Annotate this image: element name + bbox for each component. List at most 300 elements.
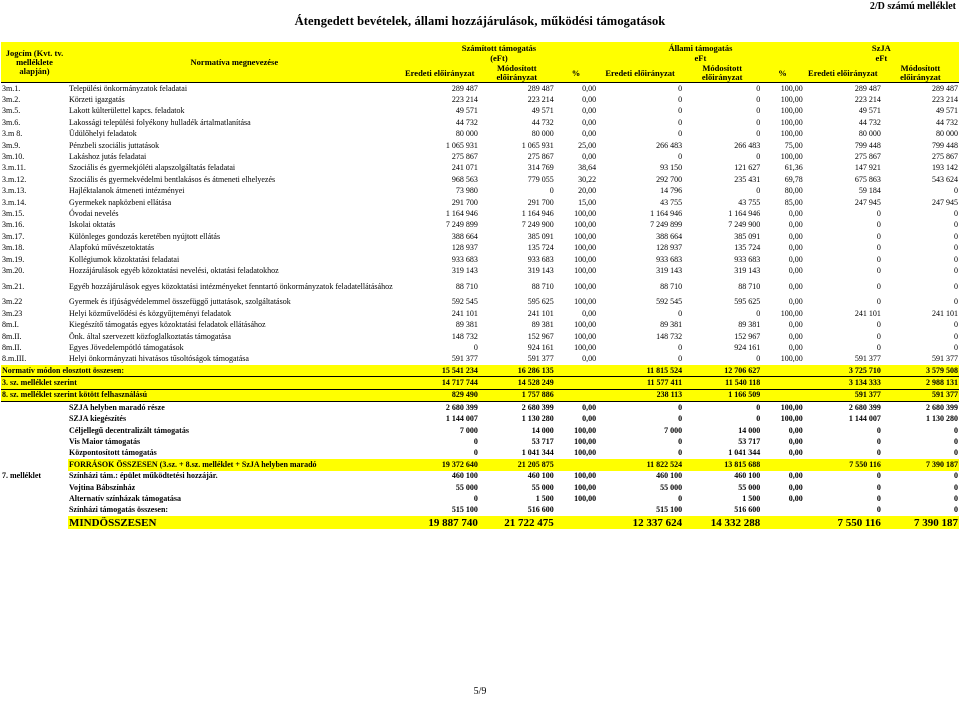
- cell-szja-eredeti: 3 725 710: [804, 365, 882, 377]
- cell-code: 3.m 8.: [2, 129, 23, 139]
- cell-name: Központosított támogatás: [68, 448, 157, 458]
- cell-allami-pct: 0,00: [788, 297, 803, 307]
- cell-name: Iskolai oktatás: [68, 220, 116, 230]
- cell-allami-pct: 0,00: [788, 471, 803, 481]
- cell-szja-modositott: 0: [954, 208, 958, 218]
- cell-code: [1, 414, 68, 425]
- cell-code: [1, 402, 68, 414]
- cell-szamitott-pct: 100,00: [574, 231, 597, 241]
- cell-allami-modositott: 152 967: [734, 331, 761, 341]
- cell-name: Különleges gondozás keretében nyújtott ellátás: [68, 231, 221, 241]
- cell-code: 3m.9.: [2, 140, 21, 150]
- cell-name: Lakáshoz jutás feladatai: [68, 152, 147, 162]
- cell-allami-modositott: 0: [756, 129, 761, 139]
- cell-szamitott-pct: 25,00: [578, 140, 597, 150]
- cell-allami-eredeti: 0: [678, 106, 683, 116]
- cell-szamitott-modositott: 7 249 900: [521, 220, 554, 230]
- cell-szja-modositott: 193 142: [932, 163, 958, 173]
- cell-szamitott-modositott: 933 683: [527, 254, 554, 264]
- cell-allami-pct: 0,00: [788, 220, 803, 230]
- cell-szja-eredeti: 591 377: [854, 354, 881, 364]
- cell-name: Óvodai nevelés: [68, 208, 119, 218]
- cell-szamitott-pct: [555, 516, 597, 529]
- cell-szja-eredeti: 7 550 116: [804, 459, 882, 470]
- cell-szamitott-pct: 100,00: [574, 243, 597, 253]
- sum-8sz-label: 8. sz. melléklet szerint kötött felhasználású: [1, 389, 401, 401]
- cell-szamitott-pct: 0,00: [582, 129, 597, 139]
- cell-szamitott-pct: 100,00: [574, 448, 597, 458]
- cell-allami-modositott: 0: [683, 83, 761, 95]
- cell-allami-eredeti: 88 710: [660, 281, 683, 291]
- cell-allami-eredeti: 43 755: [660, 197, 683, 207]
- header-szja: SzJA eFt: [804, 42, 959, 64]
- cell-allami-eredeti: 7 000: [664, 425, 683, 435]
- cell-allami-modositott: 516 600: [734, 505, 761, 515]
- cell-szamitott-eredeti: 591 377: [451, 354, 478, 364]
- cell-szamitott-modositott: 591 377: [527, 354, 554, 364]
- cell-szamitott-modositott: 223 214: [527, 95, 554, 105]
- cell-allami-modositott: 121 627: [734, 163, 761, 173]
- cell-szja-eredeti: 0: [876, 425, 881, 435]
- cell-code: [1, 425, 68, 436]
- cell-allami-pct: 75,00: [784, 140, 803, 150]
- cell-szamitott-modositott: 88 710: [531, 281, 554, 291]
- cell-szja-eredeti: 0: [876, 448, 881, 458]
- table-row: [1, 117, 959, 128]
- cell-szamitott-pct: 100,00: [574, 281, 597, 291]
- cell-szja-modositott: 80 000: [936, 129, 958, 139]
- cell-allami-modositott: 924 161: [734, 342, 761, 352]
- cell-szamitott-modositott: 241 101: [527, 308, 554, 318]
- table-row: [1, 308, 959, 319]
- cell-szamitott-eredeti: 515 100: [451, 505, 478, 515]
- cell-szamitott-eredeti: 460 100: [451, 471, 478, 481]
- cell-code: 8m.II.: [2, 331, 22, 341]
- cell-allami-eredeti: 0: [678, 493, 683, 503]
- cell-szamitott-modositott: 1 164 946: [521, 208, 554, 218]
- cell-szamitott-eredeti: 7 249 899: [445, 220, 478, 230]
- cell-szamitott-pct: 38,64: [578, 163, 597, 173]
- cell-name: Alternatív színházak támogatása: [68, 493, 181, 503]
- cell-allami-pct: 100,00: [780, 117, 803, 127]
- m7-row: [1, 482, 959, 493]
- cell-szamitott-pct: 100,00: [574, 320, 597, 330]
- cell-allami-modositott: 7 249 900: [728, 220, 761, 230]
- cell-szamitott-pct: 100,00: [574, 471, 597, 481]
- cell-allami-modositott: 0: [756, 117, 761, 127]
- cell-code: 8m.II.: [2, 342, 22, 352]
- cell-szamitott-modositott: 44 732: [531, 117, 554, 127]
- cell-allami-modositott: 88 710: [738, 281, 761, 291]
- cell-szamitott-pct: 0,00: [582, 414, 597, 424]
- cell-allami-modositott: 460 100: [734, 471, 761, 481]
- cell-allami-pct: 69,78: [784, 174, 803, 184]
- cell-szamitott-modositott: 516 600: [527, 505, 554, 515]
- cell-code: 3m.5.: [2, 106, 21, 116]
- cell-szja-modositott: 247 945: [932, 197, 958, 207]
- cell-szja-eredeti: 0: [876, 342, 881, 352]
- cell-szja-eredeti: 0: [876, 220, 881, 230]
- cell-name: Egyes Jövedelempótló támogatások: [68, 342, 184, 352]
- cell-allami-eredeti: 11 577 411: [597, 377, 683, 389]
- cell-code: 3m.16.: [2, 220, 25, 230]
- cell-code: 3.m.14.: [2, 197, 27, 207]
- cell-allami-pct: [761, 365, 803, 377]
- cell-szamitott-eredeti: 73 980: [455, 186, 478, 196]
- cell-szamitott-modositott: 1 500: [535, 493, 554, 503]
- cell-allami-pct: 100,00: [780, 308, 803, 318]
- cell-szamitott-eredeti: 829 490: [401, 389, 479, 401]
- cell-szja-modositott: 0: [954, 265, 958, 275]
- cell-allami-eredeti: 460 100: [656, 471, 683, 481]
- cell-name: Önk. által szervezett közfoglalkoztatás támogatása: [68, 331, 231, 341]
- cell-allami-eredeti: 0: [597, 83, 683, 95]
- cell-szamitott-modositott: 89 381: [531, 320, 554, 330]
- cell-szja-modositott: 241 101: [932, 308, 958, 318]
- cell-allami-eredeti: 515 100: [656, 505, 683, 515]
- cell-code: 3m.22: [2, 297, 23, 307]
- cell-szja-eredeti: 241 101: [854, 308, 881, 318]
- sum-3sz-label: 3. sz. melléklet szerint: [1, 377, 401, 389]
- table-row: [1, 129, 959, 140]
- cell-szamitott-pct: [555, 459, 597, 470]
- cell-allami-pct: 0,00: [788, 281, 803, 291]
- header-eredeti-szja: Eredeti előirányzat: [804, 64, 882, 83]
- cell-szamitott-eredeti: 49 571: [455, 106, 478, 116]
- cell-code: [1, 448, 68, 459]
- table-row: [1, 254, 959, 265]
- header-jogcim: Jogcím (Kvt. tv. melléklete alapján): [1, 42, 68, 83]
- cell-allami-eredeti: 1 164 946: [650, 208, 683, 218]
- cell-szamitott-modositott: 0: [549, 186, 554, 196]
- table-row: [1, 231, 959, 242]
- cell-code: 8.m.III.: [2, 354, 27, 364]
- header-pct: %: [555, 64, 597, 83]
- cell-szja-modositott: 275 867: [932, 152, 958, 162]
- cell-allami-modositott: 319 143: [734, 265, 761, 275]
- cell-name: Települési önkormányzatok feladatai: [68, 83, 401, 95]
- cell-szja-eredeti: 0: [876, 471, 881, 481]
- cell-allami-modositott: 14 000: [738, 425, 761, 435]
- cell-szja-eredeti: 0: [876, 320, 881, 330]
- cell-szamitott-modositott: 1 065 931: [521, 140, 554, 150]
- cell-szamitott-modositott: 80 000: [531, 129, 554, 139]
- cell-allami-pct: 100,00: [780, 106, 803, 116]
- budget-table: [1, 42, 959, 529]
- cell-allami-pct: [761, 389, 803, 401]
- cell-szja-eredeti: 0: [876, 265, 881, 275]
- cell-szamitott-pct: 100,00: [574, 254, 597, 264]
- cell-allami-eredeti: 12 337 624: [597, 516, 683, 529]
- cell-szja-modositott: 0: [954, 243, 958, 253]
- cell-allami-pct: 0,00: [788, 493, 803, 503]
- cell-szja-modositott: 2 680 399: [926, 402, 958, 412]
- cell-szja-modositott: 2 988 131: [882, 377, 959, 389]
- cell-szamitott-eredeti: 88 710: [455, 281, 478, 291]
- table-row: [1, 106, 959, 117]
- cell-allami-pct: [761, 377, 803, 389]
- cell-szja-modositott: 0: [954, 425, 958, 435]
- page-title: Átengedett bevételek, állami hozzájárulások, működési támogatások: [294, 14, 666, 28]
- cell-allami-pct: 0,00: [788, 425, 803, 435]
- table-row: [1, 94, 959, 105]
- cell-allami-eredeti: 11 822 524: [597, 459, 683, 470]
- cell-szja-eredeti: 0: [876, 297, 881, 307]
- cell-szamitott-modositott: 135 724: [527, 243, 554, 253]
- cell-code: [1, 516, 68, 529]
- cell-szamitott-modositott: 14 000: [531, 425, 554, 435]
- cell-szamitott-pct: 100,00: [574, 437, 597, 447]
- cell-szamitott-pct: 100,00: [574, 265, 597, 275]
- header-eredeti: Eredeti előirányzat: [401, 64, 479, 83]
- cell-allami-modositott: 0: [756, 106, 761, 116]
- cell-szamitott-pct: 0,00: [582, 308, 597, 318]
- cell-allami-pct: 0,00: [788, 265, 803, 275]
- cell-allami-eredeti: 0: [678, 117, 683, 127]
- cell-allami-modositott: 1 041 344: [728, 448, 761, 458]
- cell-szamitott-eredeti: 1 144 007: [445, 414, 478, 424]
- cell-code: 3m.20.: [2, 265, 25, 275]
- cell-code: 3m.18.: [2, 243, 25, 253]
- cell-allami-pct: 0,00: [788, 448, 803, 458]
- cell-allami-modositott: 933 683: [734, 254, 761, 264]
- cell-szamitott-modositott: 924 161: [527, 342, 554, 352]
- cell-szamitott-pct: [555, 377, 597, 389]
- cell-szja-eredeti: 80 000: [858, 129, 881, 139]
- cell-allami-eredeti: 238 113: [597, 389, 683, 401]
- cell-szamitott-pct: 0,00: [582, 152, 597, 162]
- cell-allami-modositott: 14 332 288: [683, 516, 761, 529]
- cell-name: Kiegészítő támogatás egyes közoktatási feladatok ellátásához: [68, 320, 266, 330]
- cell-allami-pct: 0,00: [788, 482, 803, 492]
- cell-allami-eredeti: 292 700: [656, 174, 683, 184]
- cell-allami-eredeti: 319 143: [656, 265, 683, 275]
- cell-szja-eredeti: 247 945: [854, 197, 881, 207]
- cell-allami-eredeti: 0: [678, 402, 683, 412]
- cell-allami-modositott: 0: [756, 186, 761, 196]
- cell-name: SZJA kiegészítés: [68, 414, 127, 424]
- cell-szamitott-modositott: 49 571: [531, 106, 554, 116]
- extra-row: [1, 459, 959, 470]
- cell-szja-eredeti: 275 867: [854, 152, 881, 162]
- cell-szja-eredeti: 44 732: [858, 117, 881, 127]
- header-allami: Állami támogatás eFt: [597, 42, 804, 64]
- cell-code: 8m.I.: [2, 320, 19, 330]
- cell-allami-modositott: 0: [756, 414, 761, 424]
- cell-szamitott-eredeti: 128 937: [451, 243, 478, 253]
- cell-allami-eredeti: 14 796: [660, 186, 683, 196]
- cell-szja-eredeti: 3 134 333: [804, 377, 882, 389]
- cell-code: 3m.17.: [2, 231, 25, 241]
- cell-szamitott-eredeti: 223 214: [451, 95, 478, 105]
- cell-szamitott-pct: 100,00: [574, 482, 597, 492]
- cell-szja-modositott: 591 377: [932, 354, 958, 364]
- cell-code: [1, 482, 68, 493]
- cell-szamitott-eredeti: 388 664: [451, 231, 478, 241]
- cell-name: Szociális és gyermekvédelmi bentlakásos és átmeneti elhelyezés: [68, 174, 276, 184]
- cell-name: Hajléktalanok átmeneti intézményei: [68, 186, 185, 196]
- cell-szamitott-eredeti: 7 000: [459, 425, 478, 435]
- cell-code: 3m.19.: [2, 254, 25, 264]
- header-pct-allami: %: [761, 64, 803, 83]
- cell-szja-eredeti: 675 863: [854, 174, 881, 184]
- cell-allami-pct: 0,00: [788, 254, 803, 264]
- cell-szamitott-modositott: 1 130 280: [521, 414, 554, 424]
- cell-allami-pct: 100,00: [780, 354, 803, 364]
- cell-allami-pct: 61,36: [784, 163, 803, 173]
- cell-allami-eredeti: 0: [678, 354, 683, 364]
- cell-szamitott-modositott: 595 625: [527, 297, 554, 307]
- cell-szamitott-eredeti: 275 867: [451, 152, 478, 162]
- cell-szamitott-pct: 100,00: [574, 331, 597, 341]
- cell-name: FORRÁSOK ÖSSZESEN (3.sz. + 8.sz. melléklet + SzJA helyben maradó: [68, 459, 401, 470]
- table-row: [1, 163, 959, 174]
- sum-normativ-label: Normatív módon elosztott összesen:: [1, 365, 401, 377]
- table-row: [1, 331, 959, 342]
- cell-szja-modositott: 0: [954, 331, 958, 341]
- cell-szja-eredeti: 0: [876, 331, 881, 341]
- grand-total-label: MINDÖSSZESEN: [68, 516, 401, 529]
- cell-name: Egyéb hozzájárulások egyes közoktatási intézményeket fenntartó önkormányzatok feladatellátásához: [68, 282, 393, 292]
- cell-szja-eredeti: 289 487: [804, 83, 882, 95]
- cell-szamitott-eredeti: 19 372 640: [401, 459, 479, 470]
- cell-name: Gyermek és ifjúságvédelemmel összefüggő juttatások, szolgáltatások: [68, 297, 291, 307]
- grand-total-row: [1, 516, 959, 529]
- cell-szamitott-eredeti: 319 143: [451, 265, 478, 275]
- cell-szja-modositott: 0: [954, 482, 958, 492]
- cell-szja-modositott: 0: [954, 254, 958, 264]
- cell-code: 7. melléklet: [2, 471, 42, 481]
- cell-allami-modositott: 0: [756, 308, 761, 318]
- cell-allami-modositott: 385 091: [734, 231, 761, 241]
- cell-szamitott-modositott: 460 100: [527, 471, 554, 481]
- cell-szja-modositott: 7 390 187: [882, 459, 959, 470]
- cell-code: [1, 436, 68, 447]
- cell-code: 3m.1.: [1, 83, 68, 95]
- cell-allami-pct: 0,00: [788, 243, 803, 253]
- cell-szja-eredeti: 1 144 007: [848, 414, 881, 424]
- cell-szamitott-eredeti: 0: [473, 342, 478, 352]
- cell-allami-modositott: 1 166 509: [683, 389, 761, 401]
- extra-row: [1, 448, 959, 459]
- header-modositott: Módosított előirányzat: [479, 64, 555, 83]
- cell-allami-pct: 80,00: [784, 186, 803, 196]
- cell-szamitott-modositott: 21 205 875: [479, 459, 555, 470]
- table-row: [1, 174, 959, 185]
- cell-szja-eredeti: 0: [876, 493, 881, 503]
- cell-name: Helyi közművelődési és közgyűjteményi feladatok: [68, 308, 232, 318]
- cell-szja-modositott: 223 214: [932, 95, 958, 105]
- cell-szja-modositott: 0: [954, 505, 958, 515]
- cell-szja-eredeti: 0: [876, 231, 881, 241]
- cell-allami-eredeti: 388 664: [656, 231, 683, 241]
- cell-name: Színházi támogatás összesen:: [68, 505, 169, 515]
- header-modositott-szja: Módosított előirányzat: [882, 64, 959, 83]
- cell-szamitott-eredeti: 0: [473, 448, 478, 458]
- cell-allami-modositott: 235 431: [734, 174, 761, 184]
- cell-szamitott-modositott: 779 055: [527, 174, 554, 184]
- cell-allami-modositott: 0: [756, 95, 761, 105]
- cell-name: Körzeti igazgatás: [68, 95, 125, 105]
- table-row: [1, 277, 959, 297]
- table-row: [1, 297, 959, 308]
- cell-code: 3m.2.: [2, 95, 21, 105]
- cell-szamitott-eredeti: 289 487: [401, 83, 479, 95]
- cell-szja-modositott: 1 130 280: [926, 414, 958, 424]
- cell-szja-modositott: 543 624: [932, 174, 958, 184]
- cell-szja-eredeti: 0: [876, 208, 881, 218]
- cell-szja-modositott: 591 377: [882, 389, 959, 401]
- cell-name: Alapfokú művészetoktatás: [68, 243, 155, 253]
- cell-szamitott-eredeti: 968 563: [451, 174, 478, 184]
- m7-row: [1, 493, 959, 504]
- cell-allami-eredeti: 11 815 524: [597, 365, 683, 377]
- cell-allami-modositott: 55 000: [738, 482, 761, 492]
- cell-szja-eredeti: 59 184: [858, 186, 881, 196]
- cell-code: [1, 459, 68, 470]
- cell-szamitott-pct: 0,00: [582, 402, 597, 412]
- cell-szamitott-modositott: 1 757 886: [479, 389, 555, 401]
- cell-szamitott-eredeti: 15 541 234: [401, 365, 479, 377]
- cell-allami-modositott: 0: [756, 354, 761, 364]
- sum-8sz-row: [1, 389, 959, 401]
- cell-szamitott-pct: [555, 389, 597, 401]
- cell-allami-eredeti: 0: [678, 152, 683, 162]
- cell-szja-modositott: 0: [954, 437, 958, 447]
- cell-szja-modositott: 7 390 187: [882, 516, 959, 529]
- cell-szja-modositott: 0: [954, 281, 958, 291]
- cell-allami-pct: 0,00: [788, 342, 803, 352]
- cell-allami-pct: 100,00: [780, 152, 803, 162]
- cell-szja-eredeti: 2 680 399: [848, 402, 881, 412]
- cell-szamitott-eredeti: 592 545: [451, 297, 478, 307]
- cell-szja-eredeti: 0: [876, 482, 881, 492]
- table-row: [1, 354, 959, 365]
- cell-allami-eredeti: 0: [678, 308, 683, 318]
- cell-allami-modositott: 43 755: [738, 197, 761, 207]
- cell-szamitott-eredeti: 19 887 740: [401, 516, 479, 529]
- cell-szamitott-pct: 20,00: [578, 186, 597, 196]
- cell-name: Üdülőhelyi feladatok: [68, 129, 137, 139]
- cell-allami-pct: 100,00: [761, 83, 803, 95]
- cell-name: Helyi önkormányzati hivatásos tűsoltóságok támogatása: [68, 354, 249, 364]
- cell-allami-eredeti: 148 732: [656, 331, 683, 341]
- table-row: [1, 220, 959, 231]
- cell-szja-eredeti: 0: [876, 254, 881, 264]
- table-row: [1, 197, 959, 208]
- cell-code: 3.m.12.: [2, 174, 27, 184]
- cell-name: Lakott külterülettel kapcs. feladatok: [68, 106, 185, 116]
- cell-szamitott-pct: 100,00: [574, 493, 597, 503]
- cell-name: Szociális és gyermekjóléti alapszolgáltatás feladatai: [68, 163, 236, 173]
- cell-szamitott-pct: [555, 505, 597, 516]
- cell-szja-modositott: 0: [954, 493, 958, 503]
- cell-allami-pct: 100,00: [780, 402, 803, 412]
- cell-code: 3.m.11.: [2, 163, 26, 173]
- cell-szja-modositott: 0: [954, 186, 958, 196]
- cell-szamitott-eredeti: 241 101: [451, 308, 478, 318]
- cell-allami-modositott: 1 500: [742, 493, 761, 503]
- cell-szamitott-eredeti: 933 683: [451, 254, 478, 264]
- cell-szja-modositott: 0: [954, 448, 958, 458]
- cell-szamitott-modositott: 53 717: [531, 437, 554, 447]
- cell-name: Lakossági települési folyékony hulladék ártalmatlanítása: [68, 117, 251, 127]
- cell-szja-modositott: 289 487: [882, 83, 959, 95]
- cell-szja-eredeti: 799 448: [854, 140, 881, 150]
- extra-row: [1, 425, 959, 436]
- cell-name: Kollégiumok közoktatási feladatai: [68, 254, 180, 264]
- cell-name: Pénzbeli szociális juttatások: [68, 140, 160, 150]
